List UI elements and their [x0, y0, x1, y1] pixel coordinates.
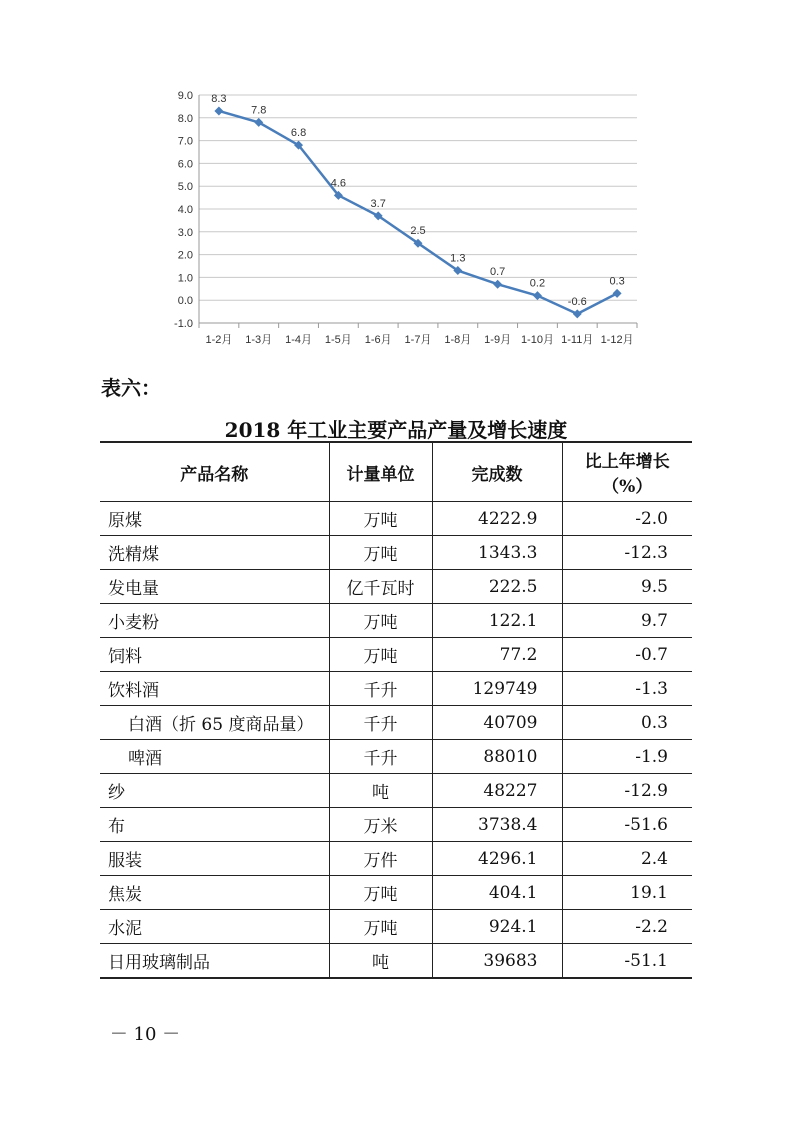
header-growth	[562, 442, 692, 502]
output-value-cell: 122.1	[432, 604, 562, 638]
growth-rate-cell: -12.9	[562, 774, 692, 808]
data-label: 2.5	[410, 225, 426, 238]
product-name-cell: 纱	[100, 774, 329, 808]
header-growth-line2: （%）	[602, 477, 653, 497]
x-tick-label: 1-2月	[205, 334, 233, 346]
table-row	[100, 536, 692, 570]
data-point-marker	[613, 289, 622, 298]
data-label: 6.8	[290, 127, 307, 140]
unit-cell: 万件	[329, 842, 432, 876]
data-label: 3.7	[370, 197, 386, 210]
header-unit: 计量单位	[329, 442, 432, 502]
growth-rate-cell: 9.5	[562, 570, 692, 604]
unit-cell: 万吨	[329, 638, 432, 672]
header-growth-line1: 比上年增长	[584, 452, 670, 472]
output-value-cell: 4296.1	[432, 842, 562, 876]
series-line	[219, 111, 617, 314]
table-row	[100, 570, 692, 604]
output-value-cell: 3738.4	[432, 808, 562, 842]
output-value-cell: 404.1	[432, 876, 562, 910]
header-output: 完成数	[432, 442, 562, 502]
x-tick-label: 1-3月	[245, 334, 273, 346]
unit-cell: 千升	[329, 706, 432, 740]
x-tick-label: 1-6月	[364, 334, 392, 346]
y-tick-label: 6.0	[177, 158, 193, 171]
output-value-cell: 4222.9	[432, 502, 562, 536]
table-row	[100, 944, 692, 979]
section-label: 表六：	[101, 376, 161, 400]
data-label: 0.2	[529, 277, 546, 290]
growth-rate-cell: -2.0	[562, 502, 692, 536]
output-value-cell: 1343.3	[432, 536, 562, 570]
data-label: 0.3	[609, 275, 625, 288]
product-name-cell: 水泥	[100, 910, 329, 944]
unit-cell: 吨	[329, 774, 432, 808]
output-value-cell: 39683	[432, 944, 562, 979]
data-point-marker	[493, 280, 502, 289]
table-row	[100, 706, 692, 740]
table-header-row	[100, 442, 692, 502]
table-row	[100, 774, 692, 808]
output-value-cell: 129749	[432, 672, 562, 706]
x-tick-label: 1-10月	[520, 334, 554, 346]
output-value-cell: 40709	[432, 706, 562, 740]
x-tick-label: 1-4月	[285, 334, 312, 346]
data-point-marker	[533, 291, 542, 300]
growth-rate-cell: -1.3	[562, 672, 692, 706]
y-tick-label: 1.0	[177, 272, 193, 285]
growth-line-chart	[150, 80, 650, 370]
table-row	[100, 638, 692, 672]
y-tick-label: -1.0	[174, 318, 193, 330]
output-value-cell: 924.1	[432, 910, 562, 944]
x-tick-label: 1-5月	[324, 334, 352, 346]
data-label: -0.6	[567, 295, 587, 308]
output-value-cell: 222.5	[432, 570, 562, 604]
data-point-marker	[573, 309, 582, 318]
unit-cell: 万吨	[329, 910, 432, 944]
product-name-cell: 饲料	[100, 638, 329, 672]
growth-rate-cell: 2.4	[562, 842, 692, 876]
y-tick-label: 2.0	[177, 249, 193, 262]
header-product-name: 产品名称	[100, 442, 329, 502]
data-label: 1.3	[450, 252, 466, 265]
growth-rate-cell: -1.9	[562, 740, 692, 774]
table-row	[100, 740, 692, 774]
x-tick-label: 1-11月	[561, 334, 594, 346]
unit-cell: 亿千瓦时	[329, 570, 432, 604]
y-tick-label: 8.0	[177, 112, 193, 125]
y-tick-label: 5.0	[177, 181, 193, 194]
table-row	[100, 876, 692, 910]
y-tick-label: 4.0	[177, 204, 193, 216]
growth-rate-cell: 19.1	[562, 876, 692, 910]
table-row	[100, 672, 692, 706]
unit-cell: 千升	[329, 740, 432, 774]
y-tick-label: 0.0	[177, 295, 193, 308]
data-label: 0.7	[489, 266, 506, 279]
product-name-cell: 饮料酒	[100, 672, 329, 706]
data-point-marker	[214, 106, 223, 115]
growth-rate-cell: -12.3	[562, 536, 692, 570]
growth-rate-cell: -2.2	[562, 910, 692, 944]
product-name-cell: 原煤	[100, 502, 329, 536]
growth-rate-cell: -51.1	[562, 944, 692, 979]
table-row	[100, 808, 692, 842]
y-tick-label: 7.0	[177, 135, 193, 148]
output-value-cell: 88010	[432, 740, 562, 774]
product-name-cell: 小麦粉	[100, 604, 329, 638]
y-tick-label: 3.0	[177, 226, 193, 239]
output-value-cell: 48227	[432, 774, 562, 808]
product-name-cell: 啤酒	[100, 740, 329, 774]
x-tick-label: 1-8月	[444, 334, 472, 346]
growth-rate-cell: 9.7	[562, 604, 692, 638]
unit-cell: 吨	[329, 944, 432, 979]
x-tick-label: 1-12月	[600, 334, 634, 346]
product-name-cell: 日用玻璃制品	[100, 944, 329, 979]
product-name-cell: 白酒（折 65 度商品量）	[100, 706, 329, 740]
table-row	[100, 502, 692, 536]
table-row	[100, 604, 692, 638]
product-name-cell: 布	[100, 808, 329, 842]
product-output-table	[100, 441, 692, 979]
growth-rate-cell: -51.6	[562, 808, 692, 842]
growth-rate-cell: -0.7	[562, 638, 692, 672]
unit-cell: 万米	[329, 808, 432, 842]
x-tick-label: 1-7月	[404, 334, 432, 346]
unit-cell: 千升	[329, 672, 432, 706]
product-name-cell: 发电量	[100, 570, 329, 604]
output-value-cell: 77.2	[432, 638, 562, 672]
growth-rate-cell: 0.3	[562, 706, 692, 740]
y-tick-label: 9.0	[177, 90, 193, 102]
data-label: 8.3	[211, 92, 227, 105]
product-name-cell: 焦炭	[100, 876, 329, 910]
data-label: 7.8	[251, 104, 267, 117]
unit-cell: 万吨	[329, 502, 432, 536]
table-row	[100, 910, 692, 944]
table-row	[100, 842, 692, 876]
product-name-cell: 洗精煤	[100, 536, 329, 570]
table-title: 2018 年工业主要产品产量及增长速度	[224, 418, 568, 442]
unit-cell: 万吨	[329, 536, 432, 570]
product-name-cell: 服装	[100, 842, 329, 876]
unit-cell: 万吨	[329, 876, 432, 910]
data-label: 4.6	[330, 177, 347, 190]
unit-cell: 万吨	[329, 604, 432, 638]
x-tick-label: 1-9月	[484, 334, 512, 346]
page-number: － 10 －	[109, 1024, 181, 1045]
